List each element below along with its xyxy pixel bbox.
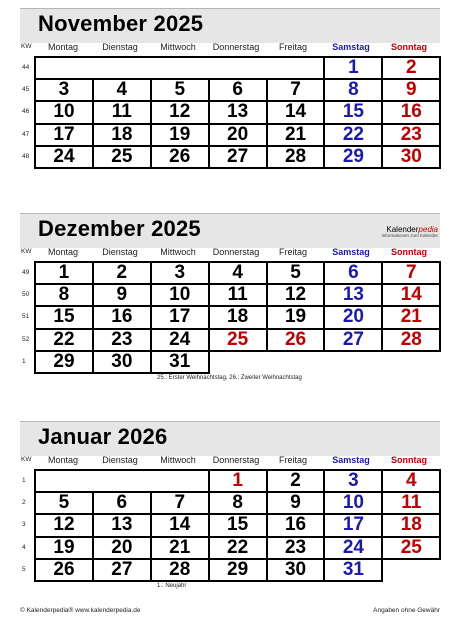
week-number-header: KW bbox=[21, 248, 32, 255]
week-number: 2 bbox=[22, 499, 26, 507]
holiday-note: 1.: Neujahr bbox=[157, 583, 187, 589]
weekday-header: Sonntag bbox=[391, 455, 427, 465]
day-cell: 25 bbox=[383, 538, 441, 560]
day-cell: 6 bbox=[210, 80, 268, 102]
day-cell: 29 bbox=[210, 560, 268, 582]
day-cell: 6 bbox=[325, 263, 383, 285]
day-cell: 10 bbox=[325, 493, 383, 515]
day-cell: 21 bbox=[152, 538, 210, 560]
week-number: 51 bbox=[22, 313, 30, 321]
day-cell: 24 bbox=[325, 538, 383, 560]
day-cell: 24 bbox=[36, 147, 94, 169]
month-grid bbox=[34, 469, 441, 582]
day-cell: 5 bbox=[268, 263, 326, 285]
weekday-header: Freitag bbox=[278, 455, 307, 465]
week-number: 44 bbox=[22, 64, 30, 71]
day-cell: 13 bbox=[210, 102, 268, 124]
weekday-header: Dienstag bbox=[102, 42, 138, 52]
day-cell: 13 bbox=[325, 285, 383, 307]
day-cell: 29 bbox=[36, 352, 94, 374]
week-number: 49 bbox=[22, 269, 30, 276]
weekday-header: Mittwoch bbox=[160, 247, 196, 257]
day-cell: 15 bbox=[36, 307, 94, 329]
day-cell: 21 bbox=[383, 307, 441, 329]
week-number: 47 bbox=[22, 130, 30, 138]
day-cell: 9 bbox=[94, 285, 152, 307]
weekday-header: Montag bbox=[47, 247, 79, 257]
empty-day-cell bbox=[268, 352, 326, 374]
month-grid bbox=[34, 261, 441, 374]
day-cell: 23 bbox=[268, 538, 326, 560]
week-number: 3 bbox=[22, 521, 26, 529]
day-cell: 3 bbox=[36, 80, 94, 102]
day-cell: 26 bbox=[268, 330, 326, 352]
month-title: November 2025 bbox=[38, 11, 204, 36]
day-cell: 8 bbox=[325, 80, 383, 102]
day-cell: 9 bbox=[383, 80, 441, 102]
weekday-header: Mittwoch bbox=[160, 42, 196, 52]
day-cell: 12 bbox=[152, 102, 210, 124]
week-number: 46 bbox=[22, 108, 30, 116]
day-cell: 15 bbox=[210, 515, 268, 537]
day-cell: 29 bbox=[325, 147, 383, 169]
day-cell: 10 bbox=[152, 285, 210, 307]
weekday-header: Montag bbox=[47, 42, 79, 52]
day-cell: 3 bbox=[152, 263, 210, 285]
day-cell: 12 bbox=[268, 285, 326, 307]
week-number-header: KW bbox=[21, 43, 32, 50]
day-cell: 20 bbox=[94, 538, 152, 560]
day-cell: 5 bbox=[152, 80, 210, 102]
weekday-header: Montag bbox=[47, 455, 79, 465]
holiday-note: 25.: Erster Weihnachtstag, 26.: Zweiter Weihnachtstag bbox=[157, 375, 302, 381]
empty-day-cell bbox=[383, 560, 441, 582]
weekday-header: Mittwoch bbox=[160, 455, 196, 465]
day-cell: 2 bbox=[94, 263, 152, 285]
empty-day-cell bbox=[36, 58, 94, 80]
day-cell: 31 bbox=[325, 560, 383, 582]
day-cell: 7 bbox=[383, 263, 441, 285]
week-number: 52 bbox=[22, 335, 30, 343]
day-cell: 14 bbox=[268, 102, 326, 124]
weekday-header: Sonntag bbox=[391, 247, 427, 257]
empty-day-cell bbox=[325, 352, 383, 374]
weekday-header: Donnerstag bbox=[212, 42, 260, 52]
weekday-header: Sonntag bbox=[391, 42, 427, 52]
day-cell: 1 bbox=[325, 58, 383, 80]
day-cell: 2 bbox=[268, 471, 326, 493]
day-cell: 6 bbox=[94, 493, 152, 515]
month-title: Januar 2026 bbox=[38, 424, 168, 449]
day-cell: 20 bbox=[210, 125, 268, 147]
day-cell: 17 bbox=[325, 515, 383, 537]
day-cell: 14 bbox=[152, 515, 210, 537]
day-cell: 2 bbox=[383, 58, 441, 80]
day-cell: 5 bbox=[36, 493, 94, 515]
week-number: 48 bbox=[22, 152, 30, 160]
day-cell: 21 bbox=[268, 125, 326, 147]
empty-day-cell bbox=[94, 58, 152, 80]
day-cell: 11 bbox=[210, 285, 268, 307]
day-cell: 10 bbox=[36, 102, 94, 124]
empty-day-cell bbox=[152, 58, 210, 80]
day-cell: 22 bbox=[325, 125, 383, 147]
footer-copyright: © Kalenderpedia® www.kalenderpedia.de bbox=[20, 607, 141, 614]
day-cell: 30 bbox=[94, 352, 152, 374]
day-cell: 7 bbox=[268, 80, 326, 102]
day-cell: 17 bbox=[152, 307, 210, 329]
day-cell: 19 bbox=[268, 307, 326, 329]
day-cell: 16 bbox=[94, 307, 152, 329]
day-cell: 7 bbox=[152, 493, 210, 515]
logo-text-suffix: pedia bbox=[418, 225, 438, 234]
empty-day-cell bbox=[210, 352, 268, 374]
month-grid bbox=[34, 56, 441, 169]
week-number: 5 bbox=[22, 565, 26, 573]
day-cell: 30 bbox=[268, 560, 326, 582]
weekday-header: Dienstag bbox=[102, 455, 138, 465]
day-cell: 23 bbox=[94, 330, 152, 352]
empty-day-cell bbox=[383, 352, 441, 374]
day-cell: 25 bbox=[210, 330, 268, 352]
day-cell: 28 bbox=[268, 147, 326, 169]
day-cell: 26 bbox=[152, 147, 210, 169]
day-cell: 18 bbox=[94, 125, 152, 147]
day-cell: 4 bbox=[383, 471, 441, 493]
day-cell: 17 bbox=[36, 125, 94, 147]
weekday-header: Freitag bbox=[278, 247, 307, 257]
empty-day-cell bbox=[268, 58, 326, 80]
day-cell: 4 bbox=[210, 263, 268, 285]
logo-text-prefix: Kalender bbox=[386, 225, 419, 234]
week-number: 1 bbox=[22, 357, 26, 365]
weekday-header: Samstag bbox=[332, 455, 370, 465]
day-cell: 30 bbox=[383, 147, 441, 169]
week-number: 50 bbox=[22, 291, 30, 299]
weekday-header: Samstag bbox=[332, 42, 370, 52]
logo-tagline: Informationen zum Kalender bbox=[381, 233, 438, 238]
day-cell: 4 bbox=[94, 80, 152, 102]
day-cell: 18 bbox=[210, 307, 268, 329]
day-cell: 26 bbox=[36, 560, 94, 582]
day-cell: 25 bbox=[94, 147, 152, 169]
day-cell: 11 bbox=[383, 493, 441, 515]
weekday-header: Donnerstag bbox=[212, 455, 260, 465]
day-cell: 27 bbox=[325, 330, 383, 352]
day-cell: 20 bbox=[325, 307, 383, 329]
empty-day-cell bbox=[36, 471, 94, 493]
day-cell: 8 bbox=[210, 493, 268, 515]
day-cell: 27 bbox=[210, 147, 268, 169]
day-cell: 9 bbox=[268, 493, 326, 515]
day-cell: 19 bbox=[36, 538, 94, 560]
day-cell: 23 bbox=[383, 125, 441, 147]
day-cell: 16 bbox=[268, 515, 326, 537]
weekday-header: Samstag bbox=[332, 247, 370, 257]
footer-disclaimer: Angaben ohne Gewähr bbox=[373, 607, 440, 614]
empty-day-cell bbox=[152, 471, 210, 493]
week-number: 1 bbox=[22, 477, 26, 484]
day-cell: 19 bbox=[152, 125, 210, 147]
day-cell: 8 bbox=[36, 285, 94, 307]
day-cell: 1 bbox=[210, 471, 268, 493]
day-cell: 15 bbox=[325, 102, 383, 124]
month-title: Dezember 2025 bbox=[38, 216, 201, 241]
day-cell: 28 bbox=[152, 560, 210, 582]
weekday-header: Freitag bbox=[278, 42, 307, 52]
day-cell: 14 bbox=[383, 285, 441, 307]
week-number: 4 bbox=[22, 543, 26, 551]
kalenderpedia-logo bbox=[381, 225, 438, 238]
day-cell: 1 bbox=[36, 263, 94, 285]
weekday-header: Dienstag bbox=[102, 247, 138, 257]
day-cell: 3 bbox=[325, 471, 383, 493]
day-cell: 11 bbox=[94, 102, 152, 124]
day-cell: 22 bbox=[210, 538, 268, 560]
day-cell: 12 bbox=[36, 515, 94, 537]
day-cell: 31 bbox=[152, 352, 210, 374]
empty-day-cell bbox=[94, 471, 152, 493]
weekday-header: Donnerstag bbox=[212, 247, 260, 257]
day-cell: 18 bbox=[383, 515, 441, 537]
week-number-header: KW bbox=[21, 456, 32, 463]
day-cell: 24 bbox=[152, 330, 210, 352]
day-cell: 22 bbox=[36, 330, 94, 352]
day-cell: 13 bbox=[94, 515, 152, 537]
week-number: 45 bbox=[22, 86, 30, 94]
day-cell: 27 bbox=[94, 560, 152, 582]
empty-day-cell bbox=[210, 58, 268, 80]
day-cell: 16 bbox=[383, 102, 441, 124]
day-cell: 28 bbox=[383, 330, 441, 352]
